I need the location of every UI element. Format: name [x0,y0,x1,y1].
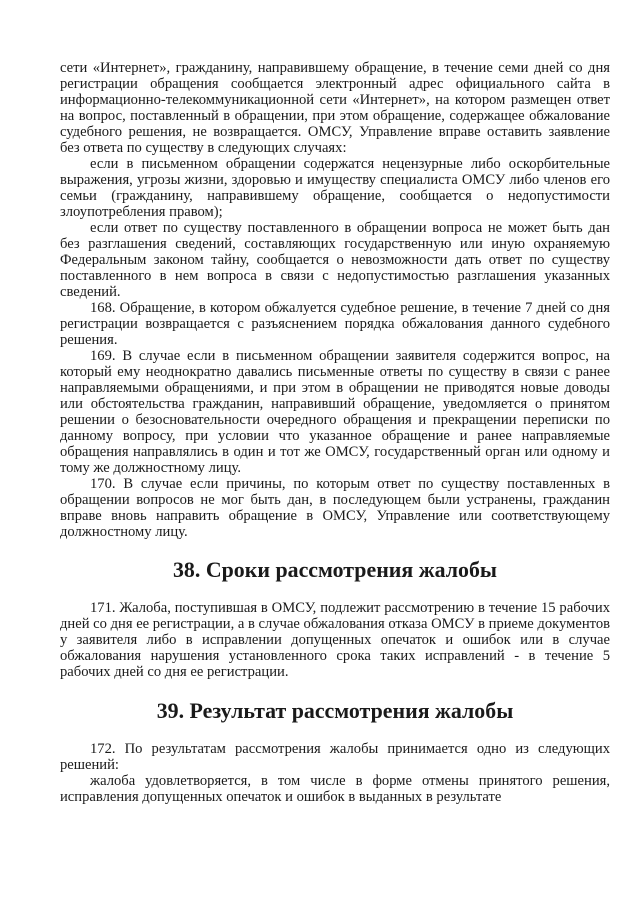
paragraph-169: 169. В случае если в письменном обращении заявителя содержится вопрос, на который ему неоднократно давались письменные ответы по существу в связи с ранее направляемыми обращениями, и при этом в обращении не приводятся новые доводы или обстоятельства гражданин, направивший обращение, уведомляется о принятом решении о безосновательности очередного обращения и прекращении переписки по данному вопросу, при условии что указанное обращение и ранее направляемые обращения направлялись в один и тот же ОМСУ, государственный орган или одному и тому же должностному лицу. [60,348,610,476]
paragraph-continuation: сети «Интернет», гражданину, направившему обращение, в течение семи дней со дня регистрации обращения сообщается электронный адрес официального сайта в информационно-телекоммуникационной сети «Интернет», на котором размещен ответ на вопрос, поставленный в обращении, при этом обращение, содержащее обжалование судебного решения, не возвращается. ОМСУ, Управление вправе оставить заявление без ответа по существу в следующих случаях: [60,60,610,156]
paragraph-state-secret: если ответ по существу поставленного в обращении вопроса не может быть дан без разглашения сведений, составляющих государственную или иную охраняемую Федеральным законом тайну, сообщается о невозможности дать ответ по существу поставленного в нем вопроса в связи с недопустимостью разглашения указанных сведений. [60,220,610,300]
section-heading-39: 39. Результат рассмотрения жалобы [156,698,514,723]
paragraph-170: 170. В случае если причины, по которым ответ по существу поставленных в обращении вопросов не мог быть дан, в последующем были устранены, гражданин вправе вновь направить обращение в ОМСУ, Управление или соответствующему должностному лицу. [60,476,610,540]
paragraph-168: 168. Обращение, в котором обжалуется судебное решение, в течение 7 дней со дня регистрации возвращается с разъяснением порядка обжалования данного судебного решения. [60,300,610,348]
section-heading-38: 38. Сроки рассмотрения жалобы [172,557,498,582]
paragraph-complaint-satisfied: жалоба удовлетворяется, в том числе в форме отмены принятого решения, исправления допущенных опечаток и ошибок в выданных в результате [60,773,610,805]
document-page [60,60,610,805]
paragraph-171: 171. Жалоба, поступившая в ОМСУ, подлежит рассмотрению в течение 15 рабочих дней со дня ее регистрации, а в случае обжалования отказа ОМСУ в приеме документов у заявителя либо в исправлении допущенных опечаток и ошибок или в случае обжалования нарушения установленного срока таких исправлений - в течение 5 рабочих дней со дня ее регистрации. [60,600,611,680]
paragraph-172: 172. По результатам рассмотрения жалобы принимается одно из следующих решений: [60,741,610,773]
paragraph-obscene-content: если в письменном обращении содержатся нецензурные либо оскорбительные выражения, угрозы жизни, здоровью и имуществу специалиста ОМСУ либо членов его семьи (гражданину, направившему обращение, сообщается о недопустимости злоупотребления правом); [60,156,610,220]
